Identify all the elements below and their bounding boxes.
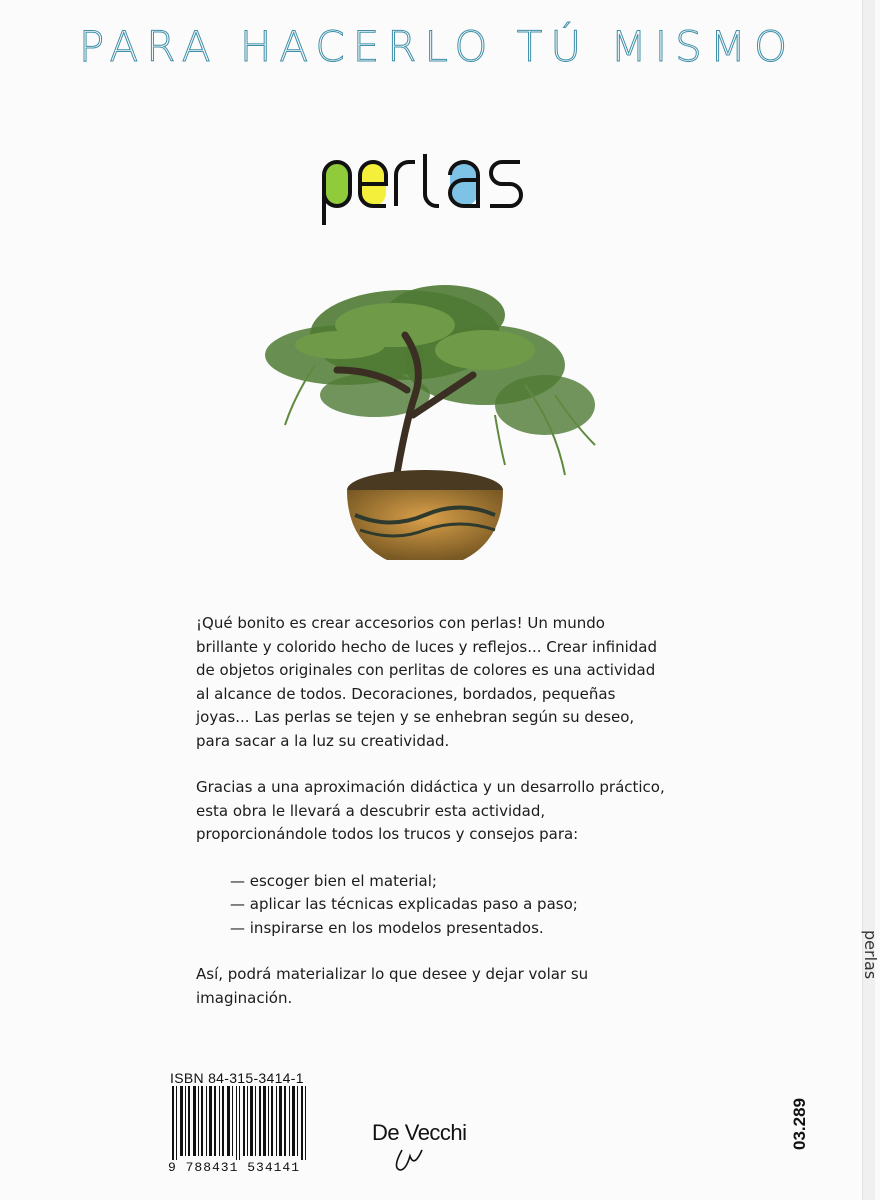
paragraph-approach: Gracias a una aproximación didáctica y un desarrollo práctico, esta obra le llevará a descubrir esta actividad, proporcionándole todos los trucos y consejos para:: [196, 778, 665, 843]
ean-digits: 9 788431 534141: [168, 1160, 301, 1175]
publisher-logo: [372, 1120, 502, 1172]
spine-text: perlas: [861, 930, 880, 980]
barcode: [170, 1086, 312, 1160]
perlas-logo: [320, 150, 530, 230]
benefits-list: [196, 870, 666, 941]
publisher-flourish: [372, 1120, 502, 1172]
list-item: — inspirarse en los modelos presentados.: [230, 918, 544, 937]
publisher-name: De Vecchi: [372, 1120, 467, 1145]
series-title: PARA HACERLO TÚ MISMO: [78, 22, 796, 71]
logo-graphic: [320, 150, 530, 230]
list-item: — escoger bien el material;: [230, 871, 437, 890]
catalog-code: 03.289: [790, 1098, 809, 1150]
spine-edge: [862, 0, 875, 1200]
list-item: — aplicar las técnicas explicadas paso a paso;: [230, 895, 578, 913]
bonsai-photo: [255, 275, 605, 575]
description-text: [196, 612, 666, 1033]
paragraph-intro: ¡Qué bonito es crear accesorios con perlas! Un mundo brillante y colorido hecho de luces y reflejos... Crear infinidad de objetos originales con perlitas de colores es una actividad al alcance de todos. Decoraciones, bordados, pequeñas joyas... Las perlas se tejen y se enhebran según su deseo, para sacar a la luz su creatividad.: [196, 614, 657, 750]
isbn-label: ISBN 84-315-3414-1: [170, 1070, 304, 1086]
paragraph-closing: Así, podrá materializar lo que desee y dejar volar su imaginación.: [196, 965, 589, 1007]
